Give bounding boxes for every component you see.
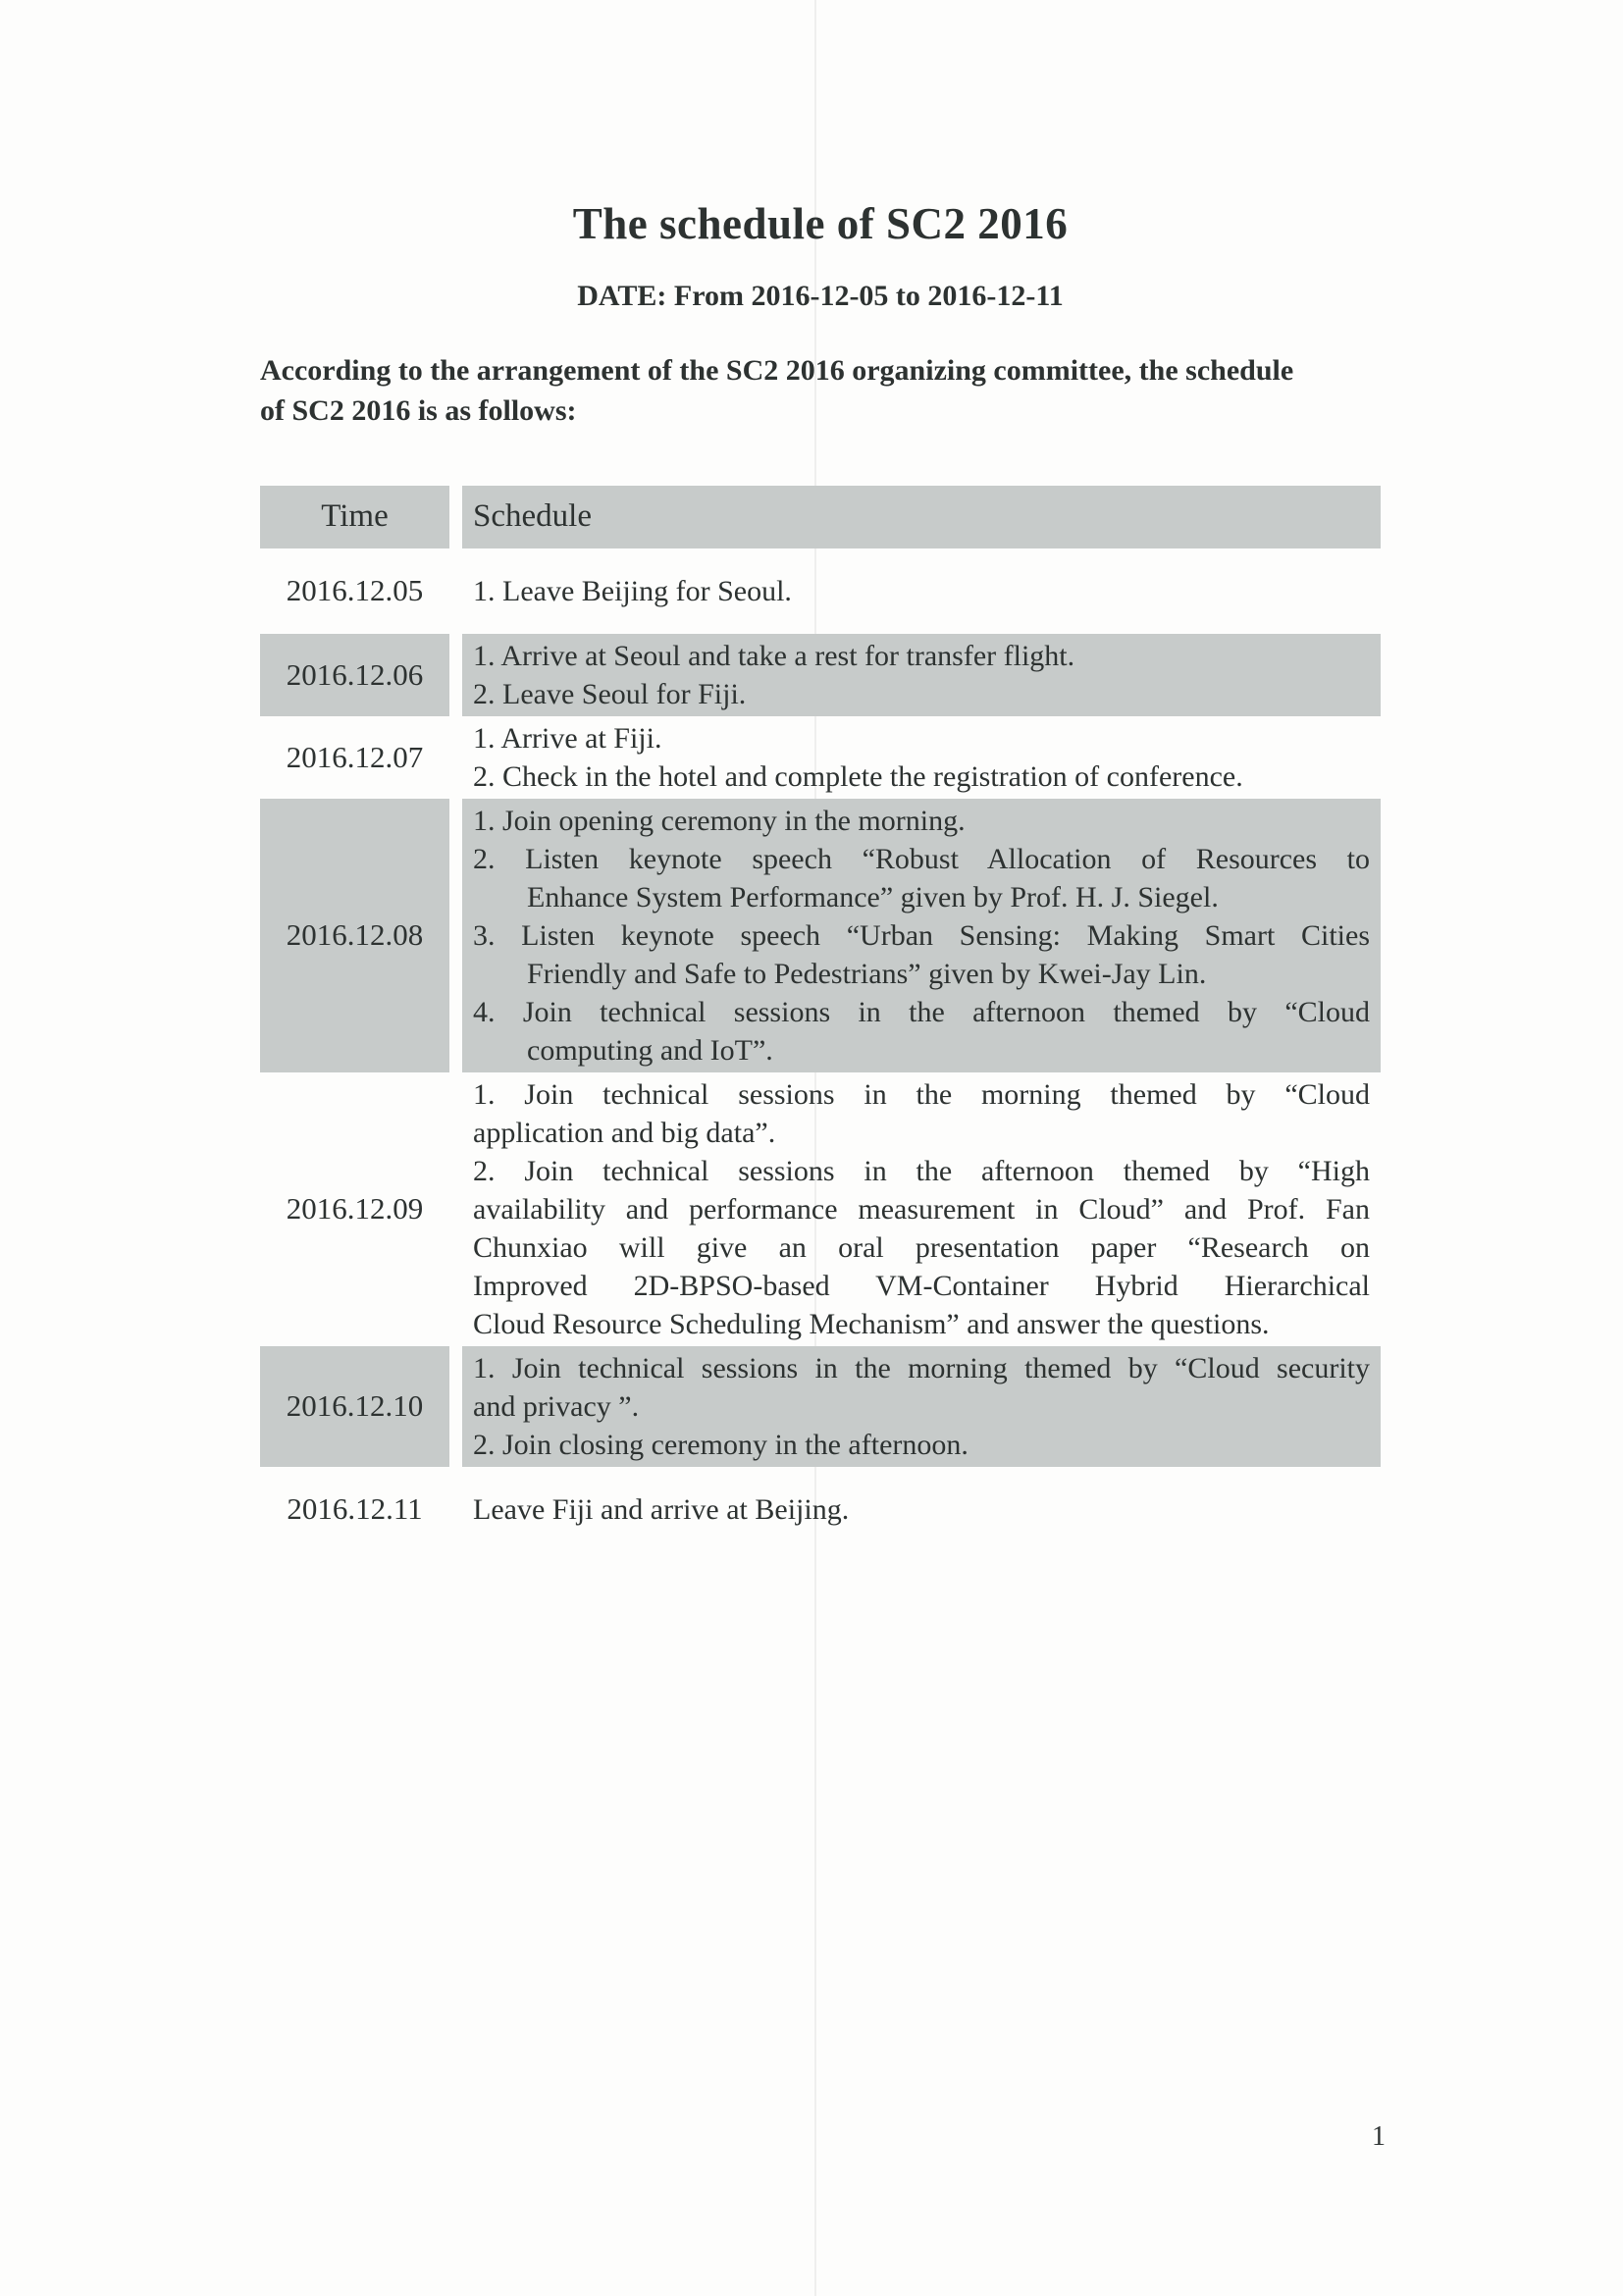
page-title: The schedule of SC2 2016 (572, 199, 1069, 248)
row-schedule (462, 1346, 1381, 1467)
date-line: DATE: From 2016-12-05 to 2016-12-11 (577, 279, 1064, 312)
page-number: 1 (1372, 2121, 1386, 2152)
table-body (260, 548, 1381, 1552)
column-gap (449, 1072, 462, 1346)
schedule-line: 2. Join closing ceremony in the afternoon. (473, 1428, 969, 1461)
schedule-line: application and big data”. (473, 1116, 776, 1149)
table-header-row (260, 486, 1381, 548)
row-date: 2016.12.10 (260, 1346, 449, 1467)
row-schedule (462, 1072, 1381, 1346)
column-header-time: Time (260, 486, 449, 548)
row-schedule (462, 548, 1381, 634)
schedule-table (260, 486, 1381, 1552)
schedule-line: 1. Arrive at Fiji. (473, 721, 662, 755)
schedule-line: 2. Join technical sessions in the afternoon themed by “High (473, 1154, 1370, 1187)
schedule-line: Improved 2D-BPSO-based VM-Container Hybrid Hierarchical (473, 1269, 1370, 1302)
schedule-line: computing and IoT”. (527, 1033, 773, 1067)
schedule-line: 1. Arrive at Seoul and take a rest for transfer flight. (473, 639, 1075, 672)
schedule-line: 1. Leave Beijing for Seoul. (473, 574, 792, 607)
table-row (260, 799, 1381, 1072)
table-row (260, 1467, 1381, 1552)
schedule-line: 2. Leave Seoul for Fiji. (473, 677, 747, 710)
row-date: 2016.12.05 (286, 573, 424, 608)
row-date: 2016.12.06 (260, 634, 449, 716)
column-gap (449, 799, 462, 1072)
intro-paragraph: According to the arrangement of the SC2 2016 organizing committee, the schedule of SC2 2016 is as follows: (260, 353, 1294, 427)
schedule-line: 2. Listen keynote speech “Robust Allocation of Resources to (473, 842, 1370, 875)
column-gap (449, 486, 462, 548)
schedule-line: 1. Join opening ceremony in the morning. (473, 804, 966, 837)
table-row (260, 1346, 1381, 1467)
schedule-line: 1. Join technical sessions in the morning themed by “Cloud (473, 1077, 1370, 1111)
column-header-schedule: Schedule (462, 486, 1381, 548)
row-date: 2016.12.08 (260, 799, 449, 1072)
schedule-line: Cloud Resource Scheduling Mechanism” and answer the questions. (473, 1307, 1270, 1340)
schedule-line: Friendly and Safe to Pedestrians” given by Kwei-Jay Lin. (527, 957, 1207, 990)
schedule-line: and privacy ”. (473, 1389, 640, 1423)
column-gap (449, 1467, 462, 1552)
schedule-line: 3. Listen keynote speech “Urban Sensing: Making Smart Cities (473, 918, 1370, 952)
row-schedule (462, 1467, 1381, 1552)
row-date: 2016.12.11 (287, 1491, 423, 1527)
row-schedule (462, 634, 1381, 716)
schedule-line: Leave Fiji and arrive at Beijing. (473, 1492, 850, 1526)
table-row (260, 548, 1381, 634)
schedule-line: Chunxiao will give an oral presentation paper “Research on (473, 1230, 1370, 1264)
schedule-line: Enhance System Performance” given by Prof. H. J. Siegel. (527, 880, 1219, 913)
schedule-line: availability and performance measurement in Cloud” and Prof. Fan (473, 1192, 1370, 1226)
schedule-line: 4. Join technical sessions in the afternoon themed by “Cloud (473, 995, 1370, 1028)
row-date: 2016.12.09 (286, 1191, 424, 1226)
column-gap (449, 716, 462, 799)
schedule-line: 2. Check in the hotel and complete the registration of conference. (473, 759, 1243, 793)
row-schedule (462, 799, 1381, 1072)
column-gap (449, 634, 462, 716)
column-gap (449, 1346, 462, 1467)
row-date: 2016.12.07 (286, 739, 424, 774)
table-row (260, 634, 1381, 716)
table-row (260, 1072, 1381, 1346)
column-gap (449, 548, 462, 634)
row-schedule (462, 716, 1381, 799)
schedule-line: 1. Join technical sessions in the morning themed by “Cloud security (473, 1351, 1370, 1384)
table-row (260, 716, 1381, 799)
